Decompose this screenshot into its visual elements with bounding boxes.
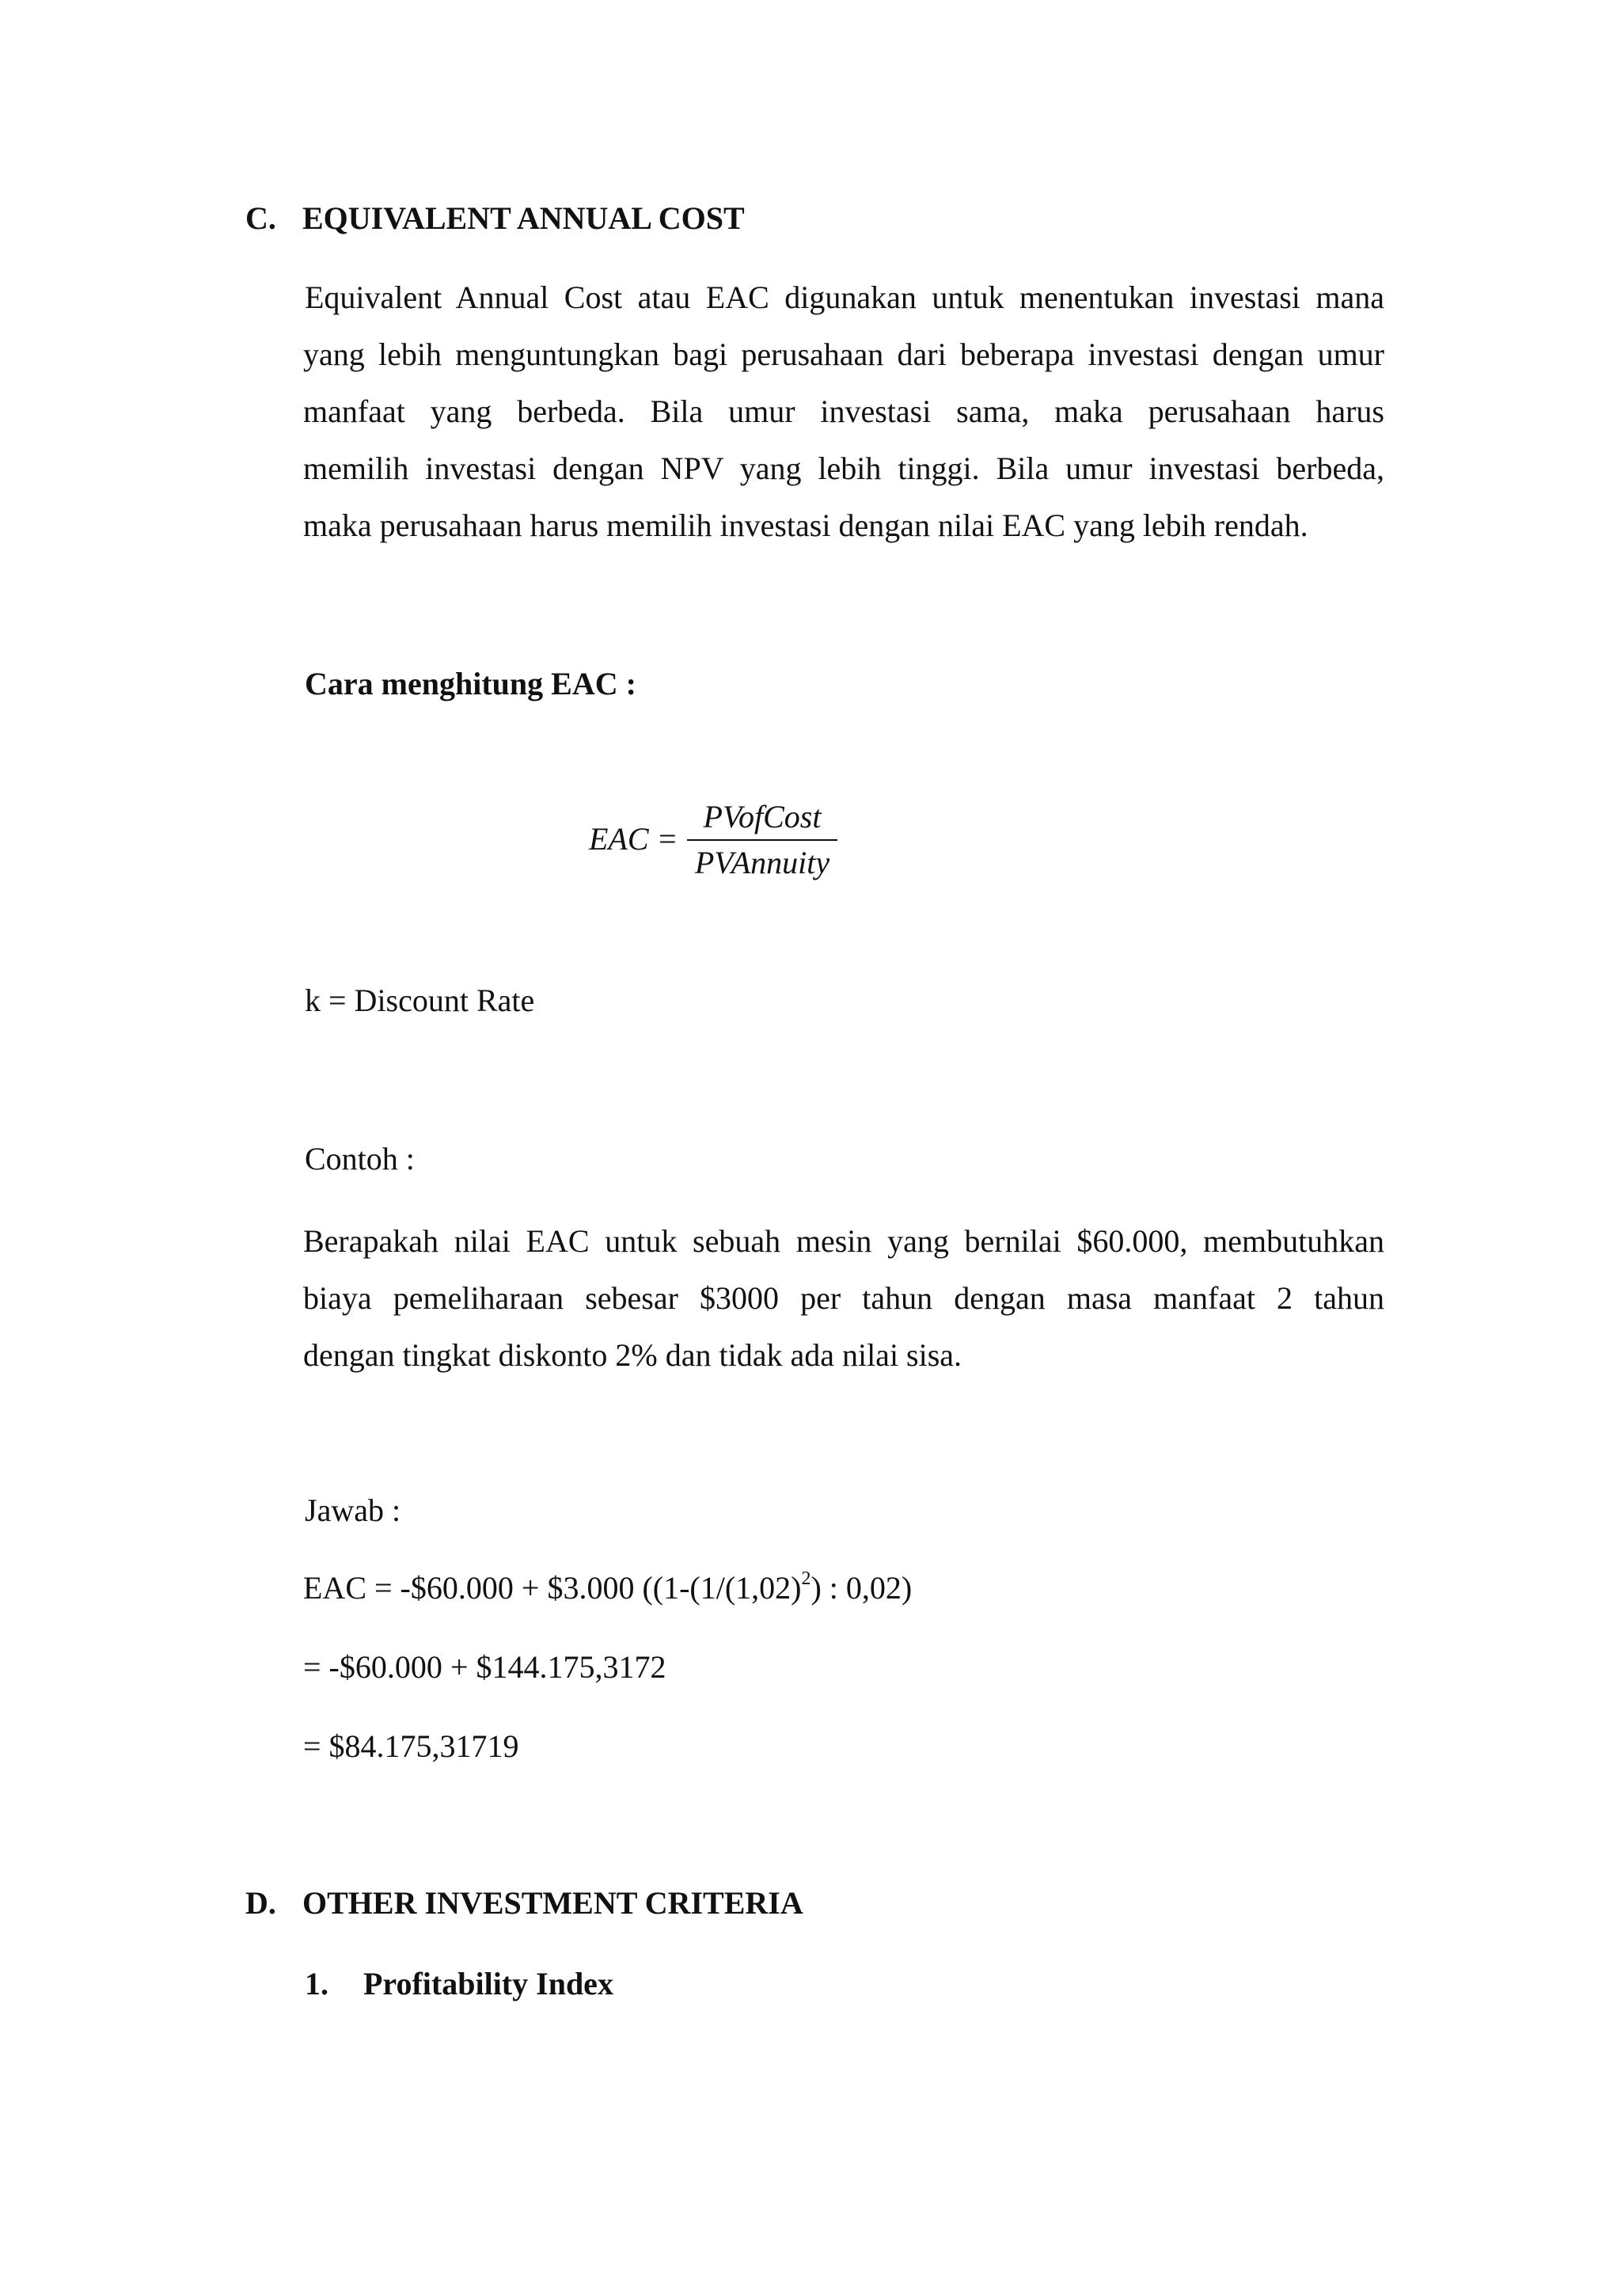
section-c-heading (245, 200, 745, 238)
formula-denominator: PVAnnuity (694, 845, 830, 880)
item-title: Profitability Index (363, 1966, 613, 2001)
answer-line-3: = $84.175,31719 (303, 1728, 519, 1764)
subheading-cara-menghitung: Cara menghitung EAC : (305, 666, 636, 701)
paragraph-line: manfaat yang berbeda. Bila umur investasi sama, maka perusahaan harus (303, 393, 1384, 429)
example-paragraph (303, 1213, 1384, 1384)
paragraph-line: maka perusahaan harus memilih investasi dengan nilai EAC yang lebih rendah. (303, 507, 1308, 543)
section-c-title: EQUIVALENT ANNUAL COST (302, 200, 745, 236)
example-line: biaya pemeliharaan sebesar $3000 per tahun dengan masa manfaat 2 tahun (303, 1280, 1384, 1316)
answer-label: Jawab : (305, 1492, 401, 1528)
section-c-number: C. (245, 200, 276, 236)
fraction-bar (687, 839, 837, 841)
item-number: 1. (305, 1966, 328, 2001)
formula-fraction (687, 798, 837, 882)
answer-line-2: = -$60.000 + $144.175,3172 (303, 1649, 666, 1685)
profitability-index-heading (305, 1965, 613, 2003)
example-line: Berapakah nilai EAC untuk sebuah mesin yang bernilai $60.000, membutuhkan (303, 1223, 1384, 1259)
formula-lhs: EAC = (589, 821, 678, 857)
example-line: dengan tingkat diskonto 2% dan tidak ada nilai sisa. (303, 1337, 962, 1373)
k-definition: k = Discount Rate (305, 983, 535, 1018)
answer-line-1-tail: ) : 0,02) (810, 1570, 913, 1606)
paragraph-line: memilih investasi dengan NPV yang lebih tinggi. Bila umur investasi berbeda, (303, 450, 1384, 486)
exponent: 2 (801, 1568, 811, 1589)
section-c-paragraph (303, 269, 1384, 554)
section-d-heading (245, 1884, 803, 1922)
paragraph-line: yang lebih menguntungkan bagi perusahaan dari beberapa investasi dengan umur (303, 336, 1384, 372)
answer-line-1 (303, 1569, 912, 1607)
answer-line-1-main: EAC = -$60.000 + $3.000 ((1-(1/(1,02) (303, 1570, 802, 1606)
section-d-title: OTHER INVESTMENT CRITERIA (302, 1885, 803, 1921)
example-label: Contoh : (305, 1141, 415, 1177)
section-d-number: D. (245, 1885, 276, 1921)
paragraph-line: Equivalent Annual Cost atau EAC digunakan untuk menentukan investasi mana (305, 279, 1384, 315)
formula-numerator: PVofCost (703, 799, 822, 834)
